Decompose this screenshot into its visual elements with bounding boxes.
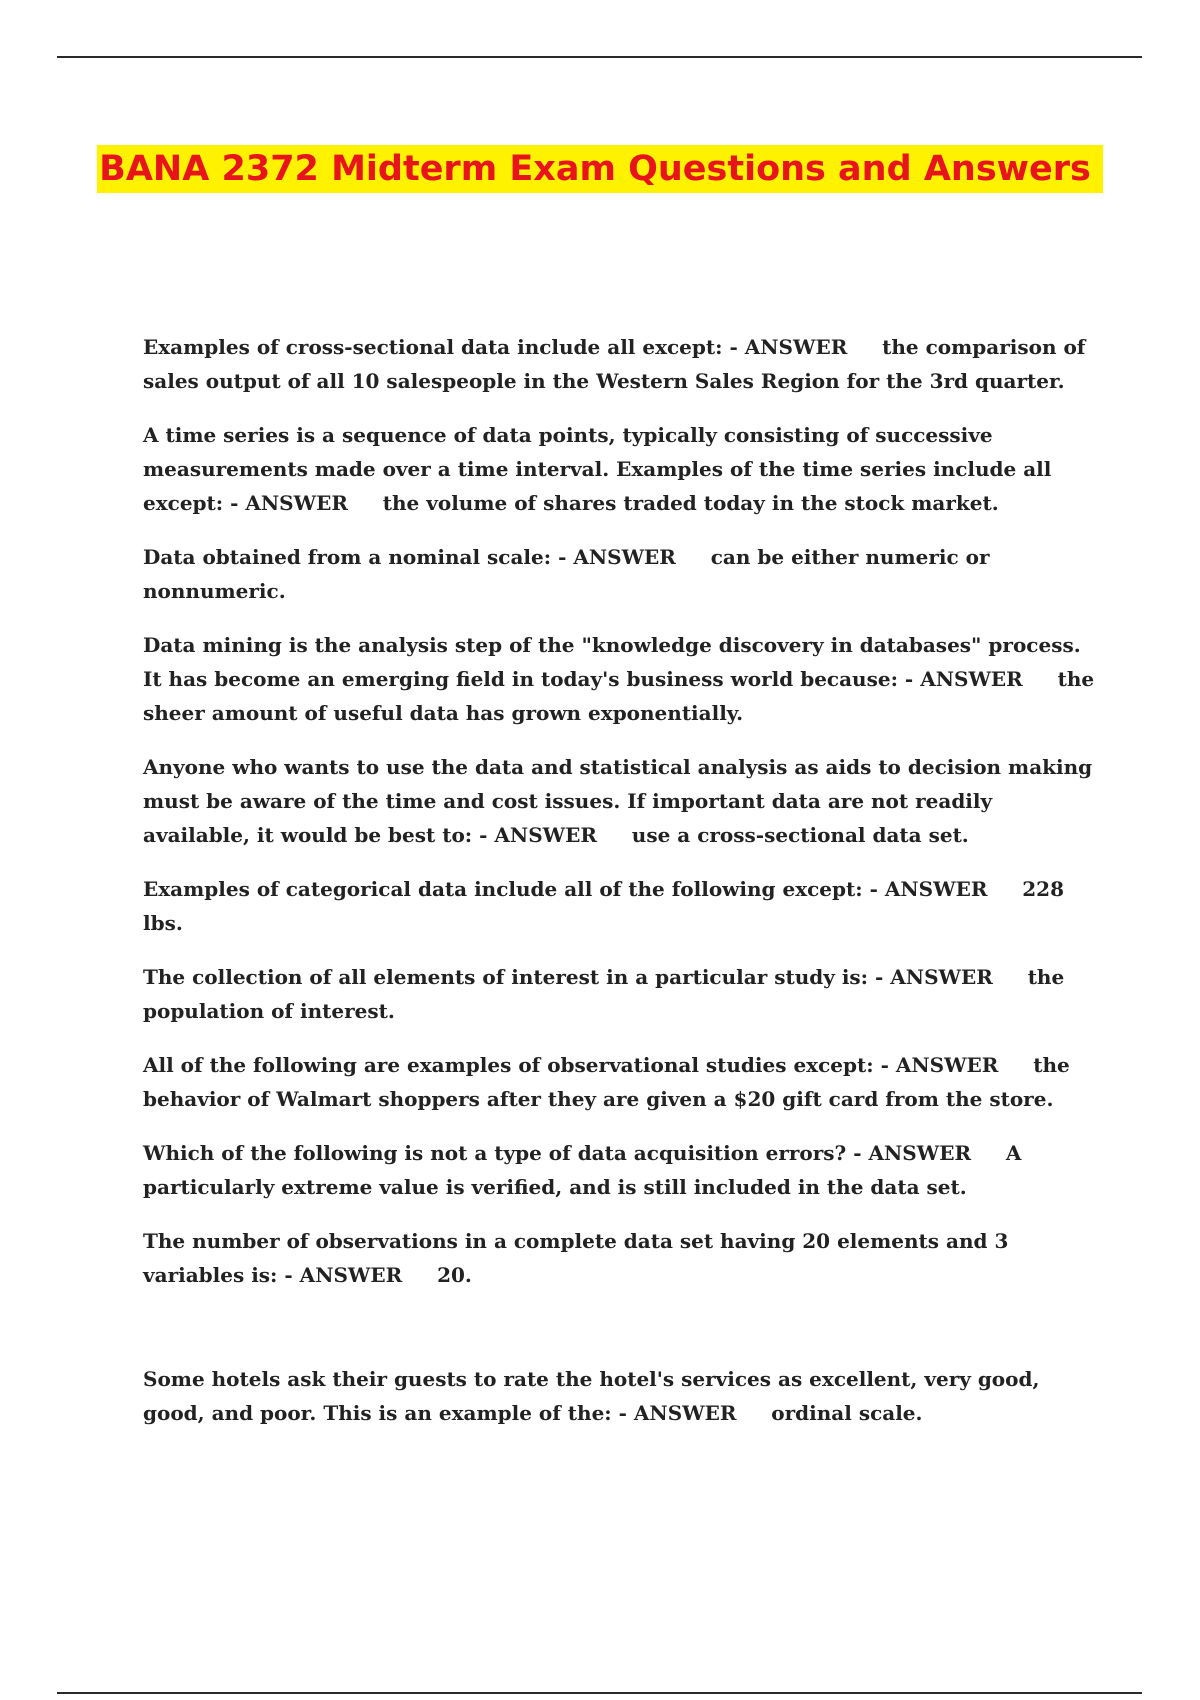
answer-marker: - ANSWER — [868, 965, 993, 989]
qa-item — [143, 1048, 1098, 1116]
question-text: Some hotels ask their guests to rate the hotel's services as excellent, very good, good, and poor. This is an example of the: — [143, 1367, 1040, 1425]
qa-item — [143, 1224, 1098, 1292]
answer-text: 228 lbs. — [143, 877, 1065, 935]
page-title — [0, 140, 1200, 198]
qa-item — [143, 628, 1098, 730]
answer-marker: - ANSWER — [846, 1141, 972, 1165]
answer-text: use a cross-sectional data set. — [631, 823, 969, 847]
answer-text: ordinal scale. — [771, 1401, 923, 1425]
qa-list — [143, 330, 1098, 1450]
answer-text: the comparison of sales output of all 10 salespeople in the Western Sales Region for the 3rd quarter. — [143, 335, 1086, 393]
answer-marker: - ANSWER — [873, 1053, 999, 1077]
answer-text: the sheer amount of useful data has grown exponentially. — [143, 667, 1095, 725]
question-text: Data mining is the analysis step of the "knowledge discovery in databases" process. It has become an emerging field in today's business world because: — [143, 633, 1081, 691]
qa-item — [143, 872, 1098, 940]
question-text: A time series is a sequence of data points, typically consisting of successive measurements made over a time interval. Examples of the time series include all except: — [143, 423, 1052, 515]
question-text: The collection of all elements of interest in a particular study is: — [143, 965, 869, 989]
question-text: The number of observations in a complete data set having 20 elements and 3 variables is: — [143, 1229, 1009, 1287]
answer-marker: - ANSWER — [862, 877, 988, 901]
title-highlight: BANA 2372 Midterm Exam Questions and Answers — [97, 145, 1103, 193]
answer-text: can be either numeric or nonnumeric. — [143, 545, 990, 603]
qa-item — [143, 540, 1098, 608]
answer-marker: - ANSWER — [277, 1263, 403, 1287]
answer-marker: - ANSWER — [472, 823, 597, 847]
qa-item — [143, 330, 1098, 398]
answer-text: the population of interest. — [143, 965, 1065, 1023]
qa-item — [143, 960, 1098, 1028]
answer-marker: - ANSWER — [551, 545, 676, 569]
qa-item — [143, 1362, 1098, 1430]
question-text: Examples of categorical data include all of the following except: — [143, 877, 863, 901]
answer-marker: - ANSWER — [897, 667, 1023, 691]
answer-marker: - ANSWER — [611, 1401, 737, 1425]
bottom-rule — [57, 1692, 1142, 1694]
qa-item — [143, 1136, 1098, 1204]
answer-text: the behavior of Walmart shoppers after they are given a $20 gift card from the store. — [143, 1053, 1070, 1111]
question-text: Examples of cross-sectional data include all except: — [143, 335, 723, 359]
question-text: Which of the following is not a type of data acquisition errors? — [143, 1141, 847, 1165]
question-text: Anyone who wants to use the data and statistical analysis as aids to decision making must be aware of the time and cost issues. If important data are not readily available, it would be best to: — [143, 755, 1093, 847]
answer-marker: - ANSWER — [722, 335, 848, 359]
answer-marker: - ANSWER — [223, 491, 348, 515]
answer-text: the volume of shares traded today in the stock market. — [382, 491, 999, 515]
top-rule — [57, 56, 1142, 58]
qa-item — [143, 418, 1098, 520]
answer-text: 20. — [437, 1263, 472, 1287]
question-text: Data obtained from a nominal scale: — [143, 545, 552, 569]
qa-item — [143, 750, 1098, 852]
question-text: All of the following are examples of observational studies except: — [143, 1053, 874, 1077]
answer-text: A particularly extreme value is verified, and is still included in the data set. — [143, 1141, 1022, 1199]
